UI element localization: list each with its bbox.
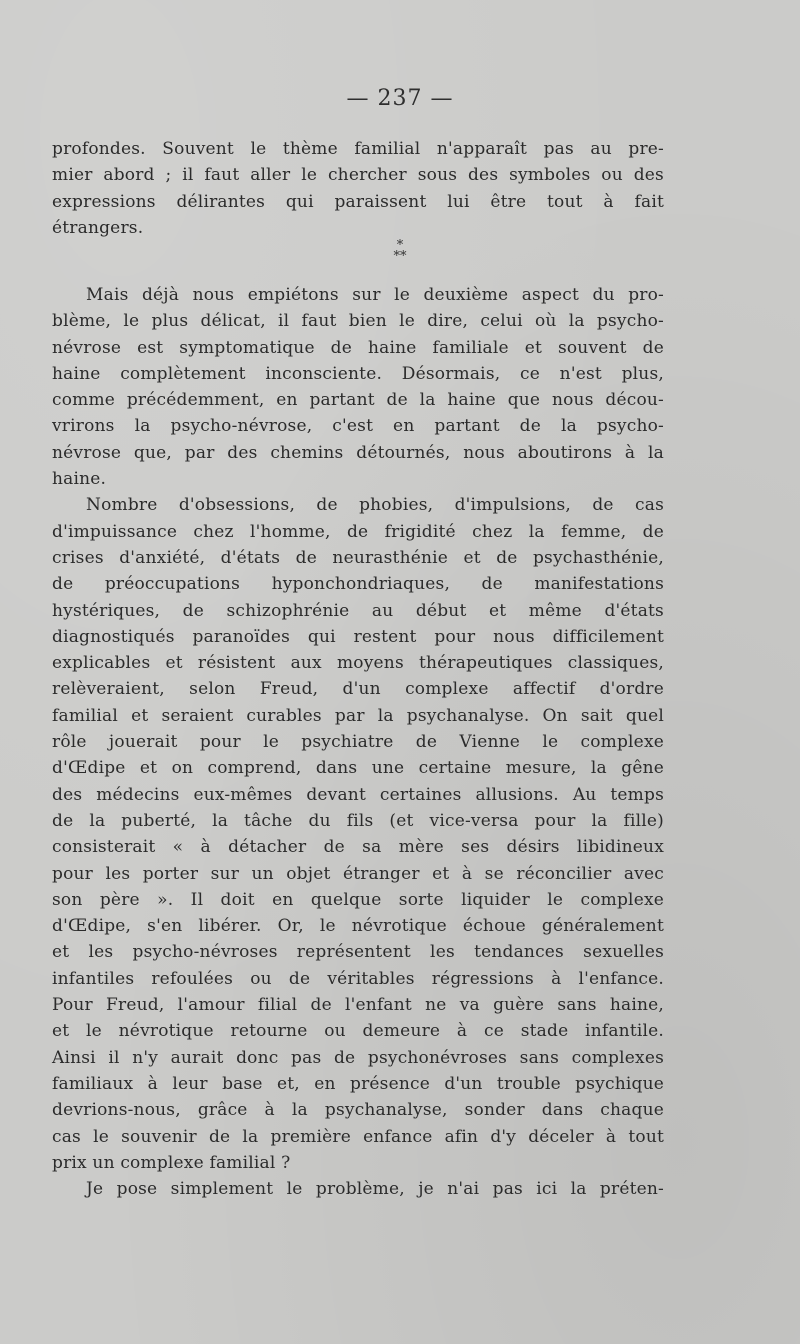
text-line: névrose que, par des chemins détournés, nous aboutirons à la: [52, 442, 664, 463]
paragraph-1: [52, 136, 664, 241]
text-line: expressions délirantes qui paraissent lui être tout à fait: [52, 191, 664, 212]
text-line: et le névrotique retourne ou demeure à ce stade infantile.: [52, 1021, 664, 1042]
text-line: névrose est symptomatique de haine familiale et souvent de: [52, 337, 664, 358]
text-line: et les psycho-névroses représentent les tendances sexuelles: [52, 942, 664, 963]
text-line: rôle jouerait pour le psychiatre de Vienne le complexe: [52, 732, 664, 753]
text-line: pour les porter sur un objet étranger et à se réconcilier avec: [52, 863, 664, 884]
page-number: — 237 —: [346, 86, 454, 111]
text-line: blème, le plus délicat, il faut bien le dire, celui où la psycho-: [52, 311, 664, 332]
text-line: hystériques, de schizophrénie au début et même d'états: [52, 600, 664, 621]
text-line: cas le souvenir de la première enfance afin d'y déceler à tout: [52, 1126, 664, 1147]
text-line: son père ». Il doit en quelque sorte liquider le complexe: [52, 889, 664, 910]
text-line: devrions-nous, grâce à la psychanalyse, sonder dans chaque: [52, 1100, 664, 1121]
text-line: d'Œdipe, s'en libérer. Or, le névrotique échoue généralement: [52, 916, 664, 937]
text-line: infantiles refoulées ou de véritables régressions à l'enfance.: [52, 968, 664, 989]
text-line: haine.: [52, 469, 107, 490]
body-text: [52, 282, 664, 1202]
text-line: consisterait « à détacher de sa mère ses désirs libidineux: [52, 837, 664, 858]
section-separator: [0, 240, 800, 262]
text-line: Mais déjà nous empiétons sur le deuxième aspect du pro-: [86, 285, 664, 305]
text-line: mier abord ; il faut aller le chercher sous des symboles ou des: [52, 165, 664, 186]
text-line: haine complètement inconsciente. Désormais, ce n'est plus,: [52, 363, 664, 384]
text-line: explicables et résistent aux moyens thérapeutiques classiques,: [52, 653, 664, 674]
text-line: Ainsi il n'y aurait donc pas de psychonévroses sans complexes: [52, 1047, 664, 1068]
text-line: de la puberté, la tâche du fils (et vice-versa pour la fille): [52, 810, 664, 831]
text-line: d'Œdipe et on comprend, dans une certaine mesure, la gêne: [52, 758, 664, 779]
text-line: Nombre d'obsessions, de phobies, d'impulsions, de cas: [86, 495, 664, 516]
text-line: profondes. Souvent le thème familial n'apparaît pas au pre-: [52, 139, 664, 159]
text-line: de préoccupations hyponchondriaques, de manifestations: [52, 574, 664, 595]
text-line: comme précédemment, en partant de la haine que nous décou-: [52, 390, 664, 411]
text-line: vrirons la psycho-névrose, c'est en partant de la psycho-: [52, 416, 664, 437]
text-line: familiaux à leur base et, en présence d'un trouble psychique: [52, 1073, 664, 1094]
text-line: diagnostiqués paranoïdes qui restent pour nous difficilement: [52, 626, 664, 647]
text-line: relèveraient, selon Freud, d'un complexe affectif d'ordre: [52, 679, 664, 700]
text-line: Je pose simplement le problème, je n'ai pas ici la préten-: [86, 1179, 664, 1200]
text-line: Pour Freud, l'amour filial de l'enfant ne va guère sans haine,: [52, 995, 664, 1016]
text-line: familial et seraient curables par la psychanalyse. On sait quel: [52, 705, 664, 726]
text-line: prix un complexe familial ?: [52, 1152, 291, 1173]
text-line: d'impuissance chez l'homme, de frigidité chez la femme, de: [52, 521, 664, 542]
text-line: étrangers.: [52, 217, 144, 238]
text-line: des médecins eux-mêmes devant certaines allusions. Au temps: [52, 784, 664, 805]
separator-stars: * **: [393, 238, 407, 264]
text-line: crises d'anxiété, d'états de neurasthénie et de psychasthénie,: [52, 547, 664, 568]
